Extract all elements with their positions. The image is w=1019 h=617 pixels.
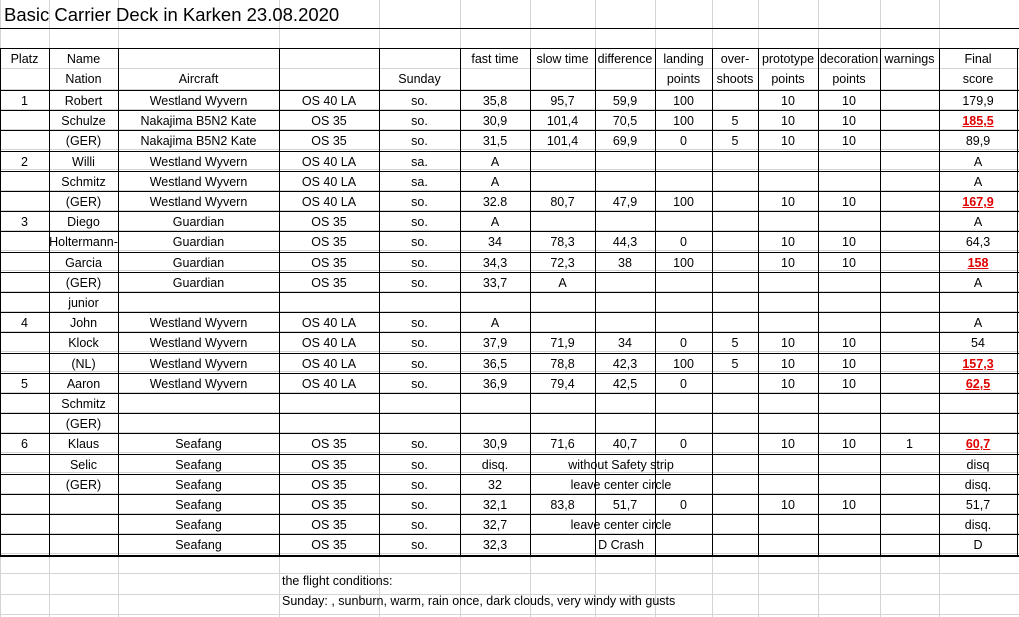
cell-platz: 2: [21, 154, 28, 169]
cell-sunday: so.: [411, 235, 428, 250]
cell-platz: 1: [21, 94, 28, 108]
cell-engine: OS 40 LA: [301, 316, 357, 331]
final-score: 158: [967, 255, 989, 270]
header-platz: Platz: [10, 52, 39, 66]
cell-sunday: so.: [411, 538, 428, 553]
footer-conditions-title: the flight conditions:: [282, 574, 393, 588]
cell-name: (GER): [65, 275, 102, 290]
cell-slow: A: [558, 275, 567, 290]
cell-slow: 83,8: [550, 498, 575, 512]
cell-aircraft: Westland Wyvern: [149, 376, 248, 391]
cell-name: junior: [68, 296, 99, 310]
cell-aircraft: Nakajima B5N2 Kate: [140, 114, 257, 129]
cell-fast: 34,3: [482, 255, 508, 270]
cell-note: D Crash: [598, 538, 644, 553]
cell-fast: disq.: [481, 457, 509, 472]
final-score: disq.: [964, 477, 992, 492]
cell-name: Schulze: [61, 114, 106, 129]
footer-conditions-text: Sunday: , sunburn, warm, rain once, dark clouds, very windy with gusts: [282, 594, 676, 609]
header-over-sub: shoots: [716, 72, 754, 87]
cell-landing: 0: [680, 437, 687, 452]
cell-aircraft: Westland Wyvern: [149, 336, 248, 351]
cell-fast: 32,3: [482, 538, 508, 553]
cell-diff: 44,3: [612, 235, 638, 250]
cell-engine: OS 35: [311, 437, 347, 452]
cell-landing: 100: [673, 255, 694, 270]
cell-slow: 78,3: [550, 235, 575, 250]
cell-engine: OS 40 LA: [301, 154, 357, 169]
final-score: A: [973, 215, 983, 230]
cell-platz: 3: [21, 215, 28, 230]
sheet-title: Basic Carrier Deck in Karken 23.08.2020: [4, 4, 340, 25]
cell-fast: 32: [488, 477, 502, 492]
cell-engine: OS 40 LA: [301, 195, 357, 209]
cell-aircraft: Seafang: [175, 498, 222, 512]
final-score: 185,5: [962, 114, 994, 129]
cell-slow: 101,4: [546, 134, 579, 149]
cell-fast: 34: [488, 235, 502, 250]
cell-diff: 47,9: [612, 195, 638, 209]
cell-deco: 10: [842, 114, 856, 129]
cell-landing: 0: [680, 336, 687, 351]
header-landing-sub: points: [666, 72, 701, 87]
cell-landing: 100: [673, 94, 694, 108]
cell-sunday: so.: [411, 336, 428, 351]
cell-sunday: so.: [411, 477, 428, 492]
cell-engine: OS 35: [311, 255, 347, 270]
column-border: [880, 48, 881, 555]
cell-fast: 32.8: [482, 195, 508, 209]
cell-engine: OS 35: [311, 477, 347, 492]
header-over: over-: [720, 52, 750, 66]
cell-fast: 32,1: [482, 498, 508, 512]
cell-over: 5: [731, 336, 739, 351]
cell-name: Klock: [68, 336, 99, 351]
cell-engine: OS 35: [311, 134, 347, 149]
cell-warn: 1: [906, 437, 913, 452]
cell-note: without Safety strip: [568, 457, 674, 472]
cell-over: 5: [731, 114, 739, 129]
cell-diff: 42,3: [612, 356, 638, 371]
cell-landing: 0: [680, 376, 687, 391]
cell-engine: OS 35: [311, 518, 347, 533]
cell-deco: 10: [842, 376, 856, 391]
cell-slow: 78,8: [550, 356, 575, 371]
cell-proto: 10: [781, 498, 795, 512]
cell-aircraft: Seafang: [175, 437, 222, 452]
title-border: [0, 28, 1019, 29]
cell-proto: 10: [781, 356, 795, 371]
cell-proto: 10: [781, 94, 795, 108]
final-score: 51,7: [965, 498, 991, 512]
cell-name: John: [69, 316, 98, 331]
cell-proto: 10: [781, 235, 795, 250]
cell-aircraft: Guardian: [172, 235, 225, 250]
cell-slow: 79,4: [550, 376, 575, 391]
cell-fast: 33,7: [482, 275, 508, 290]
cell-aircraft: Seafang: [175, 538, 222, 553]
cell-deco: 10: [842, 134, 856, 149]
cell-engine: OS 35: [311, 235, 347, 250]
cell-fast: 36,5: [482, 356, 508, 371]
cell-platz: 6: [21, 437, 28, 452]
header-proto-sub: points: [771, 72, 805, 87]
cell-fast: 37,9: [482, 336, 508, 351]
cell-sunday: so.: [411, 356, 428, 371]
cell-sunday: so.: [411, 457, 428, 472]
cell-aircraft: Westland Wyvern: [149, 316, 248, 331]
cell-name: Holtermann-: [49, 235, 118, 250]
cell-fast: 36,9: [482, 376, 508, 391]
final-score: A: [973, 316, 983, 331]
cell-slow: 80,7: [550, 195, 575, 209]
final-score: 62,5: [965, 376, 991, 391]
cell-name: (GER): [65, 195, 102, 209]
cell-fast: 35,8: [482, 94, 508, 108]
row-border: [0, 413, 1019, 414]
cell-aircraft: Seafang: [175, 477, 222, 492]
cell-diff: 34: [618, 336, 632, 351]
cell-fast: 30,9: [482, 114, 508, 129]
cell-sunday: so.: [411, 437, 428, 452]
cell-diff: 70,5: [612, 114, 638, 129]
final-score: 54: [971, 336, 985, 351]
cell-engine: OS 35: [311, 275, 347, 290]
column-border: [1017, 48, 1018, 555]
header-name-sub: Nation: [65, 72, 102, 87]
header-landing: landing: [663, 52, 704, 66]
cell-slow: 95,7: [550, 94, 575, 108]
cell-name: Selic: [69, 457, 98, 472]
cell-slow: 101,4: [546, 114, 579, 129]
cell-name: (GER): [65, 134, 102, 149]
header-name: Name: [66, 52, 101, 66]
cell-fast: A: [490, 215, 500, 230]
cell-slow: 72,3: [550, 255, 575, 270]
cell-sunday: so.: [411, 114, 428, 129]
cell-name: (GER): [65, 417, 102, 432]
cell-slow: 71,9: [550, 336, 575, 351]
cell-sunday: so.: [411, 134, 428, 149]
header-deco: decoration: [819, 52, 879, 66]
cell-landing: 0: [680, 235, 687, 250]
cell-engine: OS 40 LA: [301, 336, 357, 351]
cell-deco: 10: [842, 336, 856, 351]
cell-diff: 51,7: [612, 498, 638, 512]
grid-line-horizontal: [0, 614, 1019, 615]
cell-landing: 100: [673, 114, 694, 129]
cell-platz: 4: [21, 316, 28, 331]
header-fast: fast time: [471, 52, 519, 66]
cell-landing: 0: [680, 134, 687, 149]
cell-aircraft: Nakajima B5N2 Kate: [140, 134, 257, 149]
cell-diff: 59,9: [612, 94, 638, 108]
cell-sunday: so.: [411, 195, 428, 209]
cell-platz: 5: [21, 376, 28, 391]
cell-note: leave center circle: [570, 477, 672, 492]
cell-diff: 40,7: [612, 437, 638, 452]
cell-sunday: sa.: [411, 174, 428, 189]
cell-over: 5: [731, 134, 739, 149]
cell-aircraft: Guardian: [172, 255, 225, 270]
cell-sunday: so.: [411, 94, 428, 108]
cell-slow: 71,6: [550, 437, 575, 452]
header-sunday-sub: Sunday: [398, 72, 441, 87]
final-score: D: [973, 538, 983, 553]
cell-deco: 10: [842, 255, 856, 270]
cell-deco: 10: [842, 437, 856, 452]
cell-engine: OS 40 LA: [301, 94, 357, 108]
cell-diff: 42,5: [612, 376, 638, 391]
cell-fast: 31,5: [482, 134, 508, 149]
cell-proto: 10: [781, 134, 795, 149]
cell-diff: 38: [618, 255, 632, 270]
cell-name: Aaron: [66, 376, 101, 391]
final-score: 167,9: [962, 195, 994, 209]
cell-sunday: so.: [411, 316, 428, 331]
cell-landing: 0: [680, 498, 687, 512]
cell-aircraft: Guardian: [172, 215, 225, 230]
header-final: Final: [964, 52, 992, 66]
header-diff: difference: [597, 52, 653, 66]
cell-fast: 30,9: [482, 437, 508, 452]
cell-name: Diego: [67, 215, 100, 230]
cell-fast: A: [490, 174, 500, 189]
cell-proto: 10: [781, 437, 795, 452]
final-score: 179,9: [962, 94, 994, 108]
cell-diff: 69,9: [612, 134, 638, 149]
cell-deco: 10: [842, 195, 856, 209]
cell-proto: 10: [781, 255, 795, 270]
cell-engine: OS 35: [311, 457, 347, 472]
cell-deco: 10: [842, 94, 856, 108]
cell-name: Schmitz: [61, 174, 106, 189]
cell-deco: 10: [842, 498, 856, 512]
cell-deco: 10: [842, 235, 856, 250]
cell-aircraft: Westland Wyvern: [149, 94, 248, 108]
cell-sunday: so.: [411, 275, 428, 290]
cell-note: leave center circle: [570, 518, 672, 533]
cell-sunday: so.: [411, 255, 428, 270]
cell-aircraft: Seafang: [175, 457, 222, 472]
cell-landing: 100: [673, 195, 694, 209]
cell-aircraft: Guardian: [172, 275, 225, 290]
cell-sunday: so.: [411, 518, 428, 533]
final-score: 157,3: [962, 356, 994, 371]
cell-over: 5: [731, 356, 739, 371]
cell-fast: A: [490, 316, 500, 331]
cell-engine: OS 35: [311, 498, 347, 512]
cell-sunday: so.: [411, 498, 428, 512]
cell-landing: 100: [673, 356, 694, 371]
cell-engine: OS 40 LA: [301, 356, 357, 371]
final-score: 89,9: [965, 134, 991, 149]
cell-engine: OS 40 LA: [301, 376, 357, 391]
cell-sunday: so.: [411, 376, 428, 391]
cell-sunday: sa.: [411, 154, 428, 169]
final-score: A: [973, 154, 983, 169]
cell-aircraft: Seafang: [175, 518, 222, 533]
cell-engine: OS 40 LA: [301, 174, 357, 189]
final-score: 64,3: [965, 235, 991, 250]
header-proto: prototype: [761, 52, 815, 66]
column-border: [0, 48, 1, 555]
cell-name: Schmitz: [61, 397, 106, 411]
final-score: disq: [966, 457, 990, 472]
cell-name: (NL): [71, 356, 96, 371]
cell-fast: 32,7: [482, 518, 508, 533]
cell-aircraft: Westland Wyvern: [149, 174, 248, 189]
table-top-border: [0, 48, 1019, 49]
cell-aircraft: Westland Wyvern: [149, 356, 248, 371]
cell-proto: 10: [781, 336, 795, 351]
header-aircraft-sub: Aircraft: [178, 72, 219, 87]
cell-name: Willi: [72, 154, 95, 169]
header-slow: slow time: [536, 52, 589, 66]
cell-deco: 10: [842, 356, 856, 371]
header-final-sub: score: [962, 72, 994, 87]
final-score: A: [973, 174, 983, 189]
final-score: A: [973, 275, 983, 290]
cell-engine: OS 35: [311, 114, 347, 129]
final-score: 60,7: [965, 437, 991, 452]
cell-aircraft: Westland Wyvern: [149, 154, 248, 169]
final-score: disq.: [964, 518, 992, 533]
cell-fast: A: [490, 154, 500, 169]
cell-engine: OS 35: [311, 215, 347, 230]
cell-proto: 10: [781, 114, 795, 129]
cell-proto: 10: [781, 376, 795, 391]
header-deco-sub: points: [832, 72, 866, 87]
cell-name: Garcia: [65, 255, 102, 270]
cell-name: (GER): [65, 477, 102, 492]
cell-aircraft: Westland Wyvern: [149, 195, 248, 209]
cell-proto: 10: [781, 195, 795, 209]
header-warn: warnings: [884, 52, 935, 66]
cell-name: Klaus: [67, 437, 100, 452]
cell-engine: OS 35: [311, 538, 347, 553]
cell-name: Robert: [64, 94, 103, 108]
cell-sunday: so.: [411, 215, 428, 230]
